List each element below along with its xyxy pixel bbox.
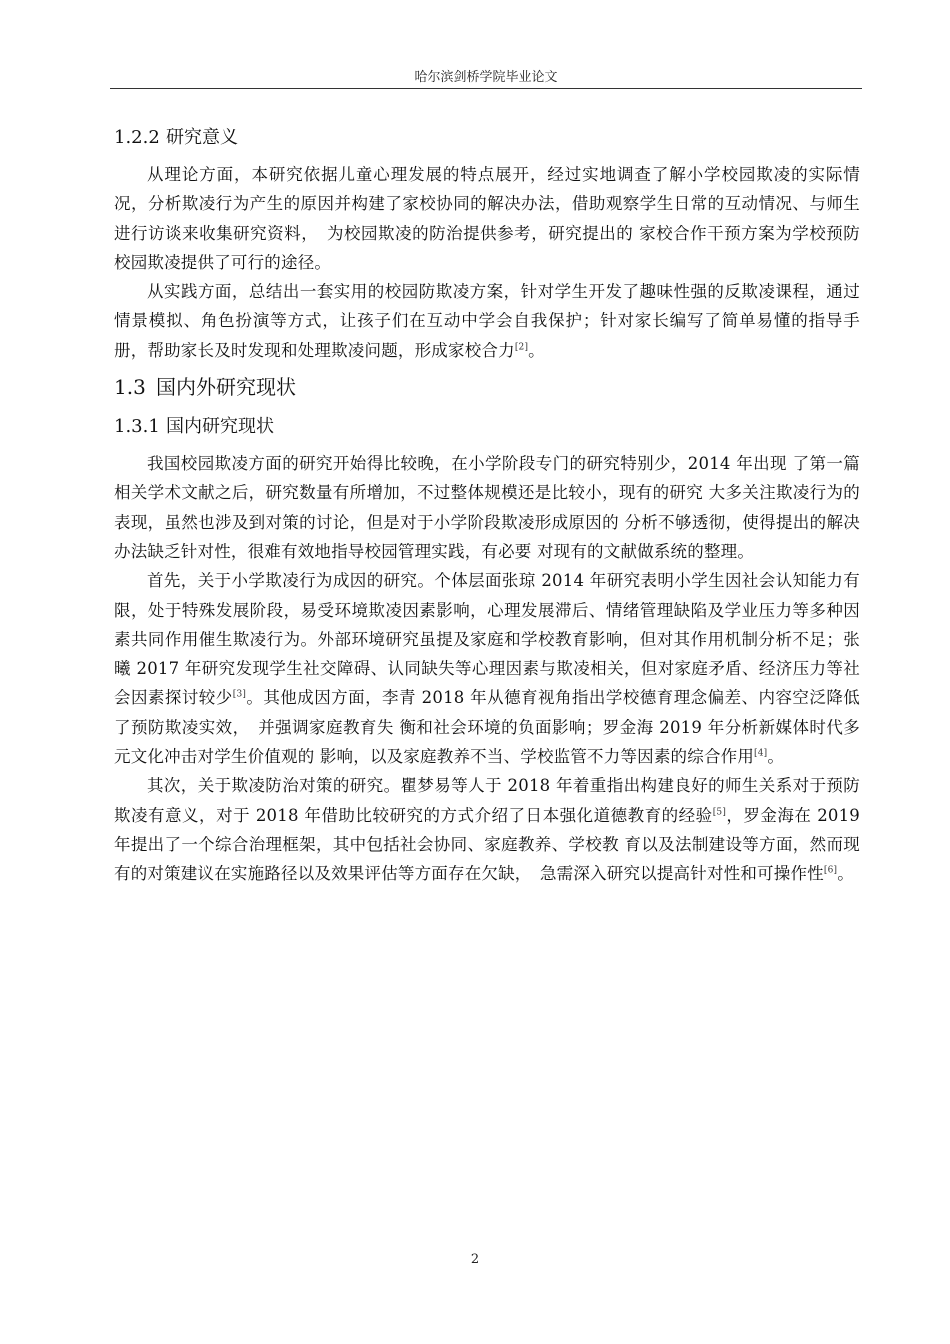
citation-ref[interactable]: [5] bbox=[712, 807, 727, 818]
section-number: 1.3.1 bbox=[114, 416, 160, 438]
citation-ref[interactable]: [2] bbox=[514, 342, 529, 353]
citation-ref[interactable]: [3] bbox=[232, 689, 247, 700]
section-number: 1.3 bbox=[114, 375, 146, 400]
section-title: 国内研究现状 bbox=[166, 416, 274, 438]
header-divider bbox=[110, 88, 862, 89]
section-number: 1.2.2 bbox=[114, 127, 160, 148]
paragraph: 从实践方面，总结出一套实用的校园防欺凌方案，针对学生开发了趣味性强的反欺凌课程，通过情景模拟、角色扮演等方式，让孩子们在互动中学会自我保护；针对家长编写了简单易懂的指导手册，帮助家长及时发现和处理欺凌问题，形成家校合力[2]。 bbox=[114, 282, 860, 360]
section-title: 研究意义 bbox=[166, 127, 238, 148]
page-header: 哈尔滨剑桥学院毕业论文 bbox=[414, 70, 558, 85]
page-body bbox=[114, 122, 860, 889]
section-heading-1-2-2 bbox=[114, 122, 860, 154]
section-heading-1-3 bbox=[114, 369, 860, 405]
paragraph: 首先，关于小学欺凌行为成因的研究。个体层面张琼 2014 年研究表明小学生因社会认知能力有限，处于特殊发展阶段，易受环境欺凌因素影响，心理发展滞后、情绪管理缺陷及学业压力等多种因素共同作用催生欺凌行为。外部环境研究虽提及家庭和学校教育影响，但对其作用机制分析不足；张曦 2017 年研究发现学生社交障碍、认同缺失等心理因素与欺凌相关，但对家庭矛盾、经济压力等社会因素探讨较少[3]。其他成因方面，李青 2018 年从德育视角指出学校德育理念偏差、内容空泛降低了预防欺凌实效， 并强调家庭教育失 衡和社会环境的负面影响；罗金海 2019 年分析新媒体时代多元文化冲击对学生价值观的 影响，以及家庭教养不当、学校监管不力等因素的综合作用[4]。 bbox=[114, 571, 861, 767]
citation-ref[interactable]: [6] bbox=[823, 865, 838, 876]
paragraph: 从理论方面，本研究依据儿童心理发展的特点展开，经过实地调查了解小学校园欺凌的实际情况，分析欺凌行为产生的原因并构建了家校协同的解决办法，借助观察学生日常的互动情况、与师生进行访谈来收集研究资料， 为校园欺凌的防治提供参考，研究提出的 家校合作干预方案为学校预防校园欺凌提供了可行的途径。 bbox=[114, 165, 860, 272]
page-number: 2 bbox=[470, 1252, 480, 1267]
paragraph: 其次，关于欺凌防治对策的研究。瞿梦易等人于 2018 年着重指出构建良好的师生关系对于预防欺凌有意义，对于 2018 年借助比较研究的方式介绍了日本强化道德教育的经验[5]，罗金海在 2019 年提出了一个综合治理框架，其中包括社会协同、家庭教养、学校教 育以及法制建设等方面，然而现有的对策建议在实施路径以及效果评估等方面存在欠缺， 急需深入研究以提高针对性和可操作性[6]。 bbox=[114, 776, 860, 884]
paragraph: 我国校园欺凌方面的研究开始得比较晚，在小学阶段专门的研究特别少，2014 年出现 了第一篇相关学术文献之后，研究数量有所增加，不过整体规模还是比较小，现有的研究 大多关注欺凌行为的表现，虽然也涉及到对策的讨论，但是对于小学阶段欺凌形成原因的 分析不够透彻，使得提出的解决办法缺乏针对性，很难有效地指导校园管理实践，有必要 对现有的文献做系统的整理。 bbox=[114, 454, 860, 561]
section-heading-1-3-1 bbox=[114, 411, 860, 443]
section-title: 国内外研究现状 bbox=[156, 375, 296, 400]
citation-ref[interactable]: [4] bbox=[754, 748, 768, 759]
